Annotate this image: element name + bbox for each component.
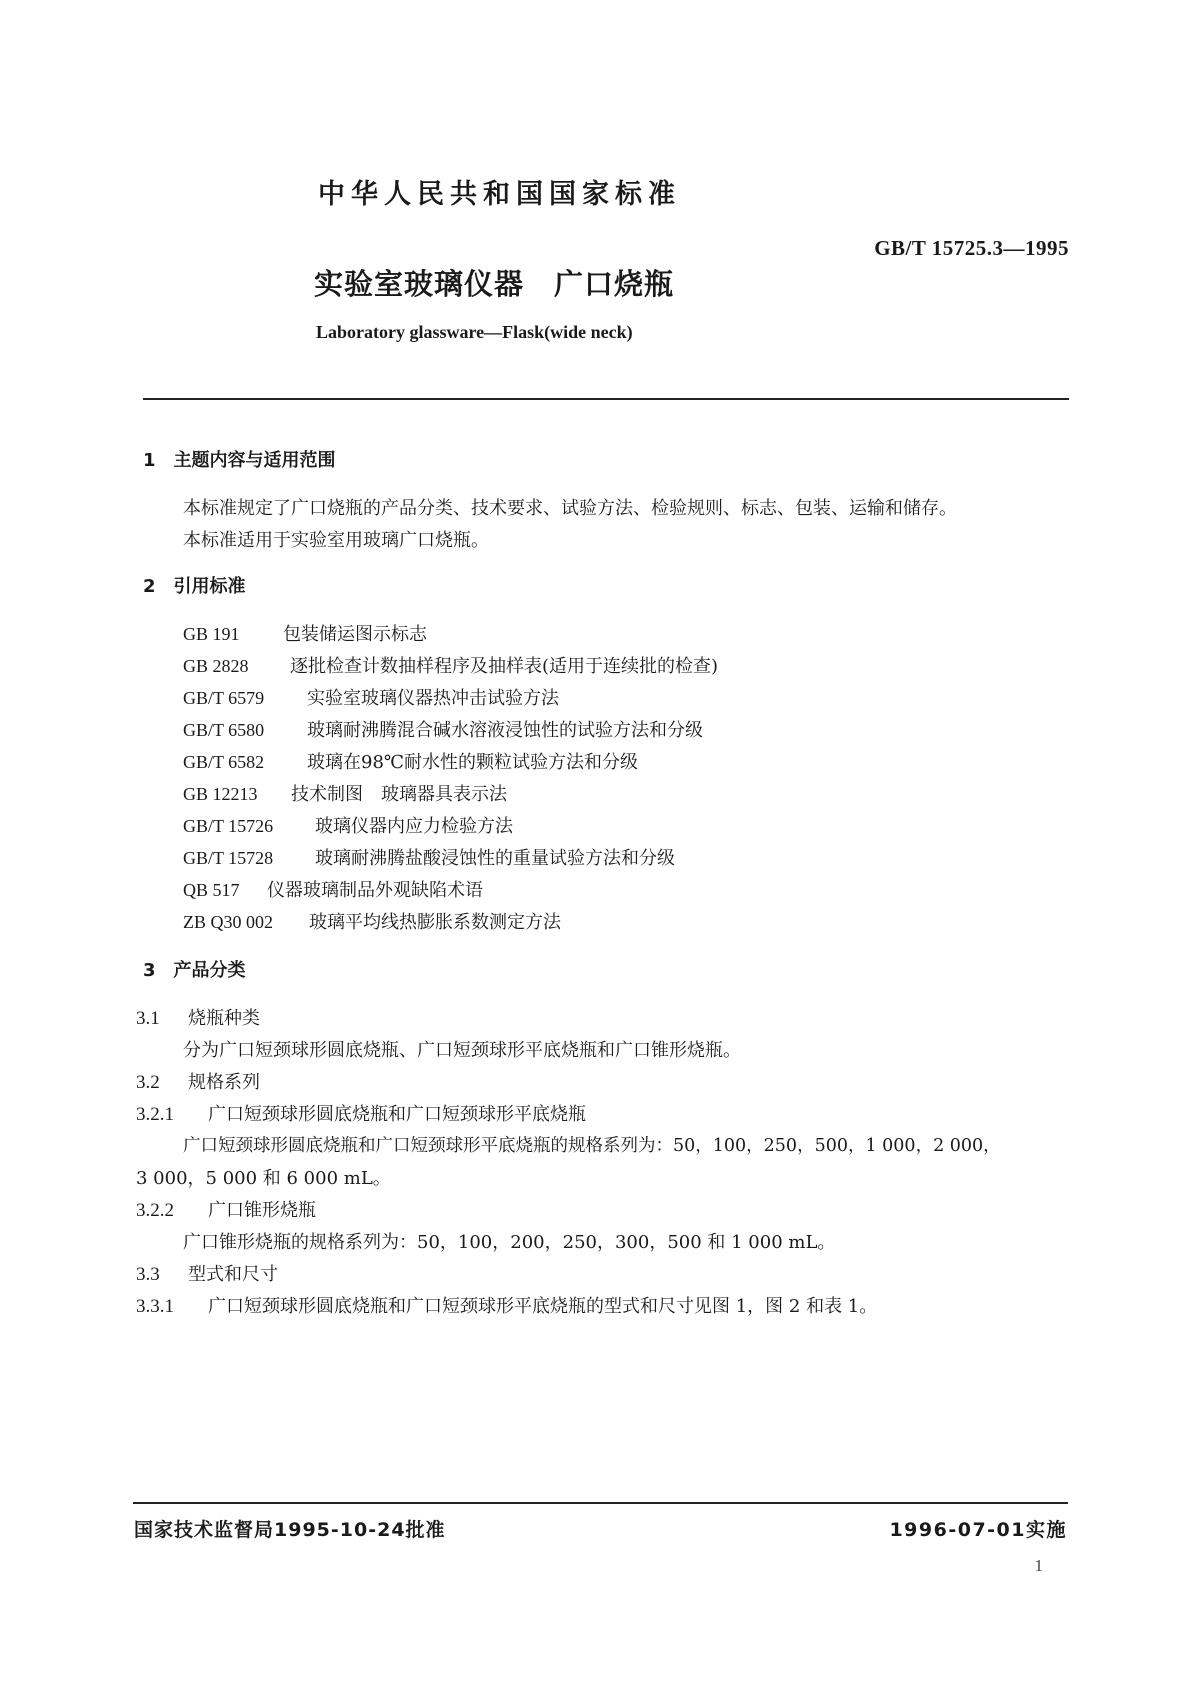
section-3-heading: 3 产品分类	[143, 960, 246, 981]
reference-code: GB/T 6580	[183, 720, 265, 740]
clause-title: 烧瓶种类	[188, 1008, 260, 1029]
clause-3-2-1	[136, 1100, 586, 1126]
clause-3-2-2-text: 广口锥形烧瓶的规格系列为：50，100，200，250，300，500 和 1 000 mL。	[183, 1232, 836, 1253]
approval-date: 国家技术监督局1995-10-24批准	[134, 1519, 446, 1541]
reference-code: QB 517	[183, 880, 240, 900]
reference-code: ZB Q30 002	[183, 912, 273, 932]
clause-number: 3.2.1	[136, 1104, 174, 1125]
reference-title: 技术制图 玻璃器具表示法	[291, 784, 507, 805]
reference-code: GB 191	[183, 624, 240, 644]
document-title-en: Laboratory glassware—Flask(wide neck)	[316, 322, 633, 342]
reference-code: GB 12213	[183, 784, 258, 804]
reference-item	[183, 780, 507, 806]
page-number: 1	[1034, 1556, 1043, 1575]
national-standard-heading: 中华人民共和国国家标准	[318, 179, 681, 210]
clause-number: 3.1	[136, 1008, 160, 1029]
reference-code: GB/T 6582	[183, 752, 265, 772]
standard-code: GB/T 15725.3—1995	[874, 236, 1069, 260]
reference-title: 玻璃平均线热膨胀系数测定方法	[309, 912, 561, 933]
section-1-heading: 1 主题内容与适用范围	[143, 450, 336, 471]
implementation-date: 1996-07-01实施	[889, 1519, 1067, 1541]
clause-number: 3.3	[136, 1264, 160, 1285]
clause-number: 3.2.2	[136, 1200, 174, 1221]
header-divider	[143, 398, 1069, 400]
reference-code: GB/T 15728	[183, 848, 274, 868]
reference-title: 仪器玻璃制品外观缺陷术语	[267, 880, 483, 901]
reference-item	[183, 844, 675, 870]
clause-3-1-text: 分为广口短颈球形圆底烧瓶、广口短颈球形平底烧瓶和广口锥形烧瓶。	[183, 1040, 741, 1061]
section-1-paragraph-1: 本标准规定了广口烧瓶的产品分类、技术要求、试验方法、检验规则、标志、包装、运输和储存。	[183, 498, 957, 519]
clause-title: 规格系列	[188, 1072, 260, 1093]
clause-title: 广口短颈球形圆底烧瓶和广口短颈球形平底烧瓶	[208, 1104, 586, 1125]
reference-item	[183, 876, 483, 902]
section-1-paragraph-2: 本标准适用于实验室用玻璃广口烧瓶。	[183, 530, 489, 551]
reference-code: GB/T 15726	[183, 816, 274, 836]
clause-3-2	[136, 1068, 260, 1094]
clause-title: 型式和尺寸	[188, 1264, 278, 1285]
reference-title: 逐批检查计数抽样程序及抽样表(适用于连续批的检查)	[290, 656, 719, 677]
clause-3-2-1-text-line-2: 3 000，5 000 和 6 000 mL。	[136, 1168, 391, 1189]
reference-item	[183, 812, 513, 838]
clause-text: 广口短颈球形圆底烧瓶和广口短颈球形平底烧瓶的型式和尺寸见图 1，图 2 和表 1。	[208, 1296, 878, 1317]
reference-item	[183, 716, 703, 742]
reference-code: GB/T 6579	[183, 688, 265, 708]
reference-item	[183, 684, 559, 710]
reference-item	[183, 620, 427, 646]
document-title-cn: 实验室玻璃仪器 广口烧瓶	[314, 267, 675, 301]
clause-3-1	[136, 1004, 260, 1030]
reference-item	[183, 908, 561, 934]
footer-divider	[133, 1502, 1068, 1504]
clause-number: 3.3.1	[136, 1296, 174, 1317]
clause-title: 广口锥形烧瓶	[208, 1200, 316, 1221]
reference-item	[183, 652, 718, 678]
reference-title: 玻璃仪器内应力检验方法	[315, 816, 513, 837]
clause-number: 3.2	[136, 1072, 160, 1093]
clause-3-2-1-text-line-1: 广口短颈球形圆底烧瓶和广口短颈球形平底烧瓶的规格系列为：50，100，250，500，1 000，2 000，	[183, 1136, 1001, 1156]
section-2-heading: 2 引用标准	[143, 576, 246, 597]
reference-title: 玻璃耐沸腾盐酸浸蚀性的重量试验方法和分级	[315, 848, 675, 869]
clause-3-3-1	[136, 1292, 877, 1318]
reference-code: GB 2828	[183, 656, 249, 676]
clause-3-2-2	[136, 1196, 316, 1222]
reference-title: 实验室玻璃仪器热冲击试验方法	[307, 688, 559, 709]
reference-title: 玻璃在98℃耐水性的颗粒试验方法和分级	[307, 752, 639, 773]
reference-title: 包装储运图示标志	[283, 624, 427, 645]
clause-3-3	[136, 1260, 278, 1286]
reference-title: 玻璃耐沸腾混合碱水溶液浸蚀性的试验方法和分级	[307, 720, 703, 741]
reference-item	[183, 748, 638, 774]
